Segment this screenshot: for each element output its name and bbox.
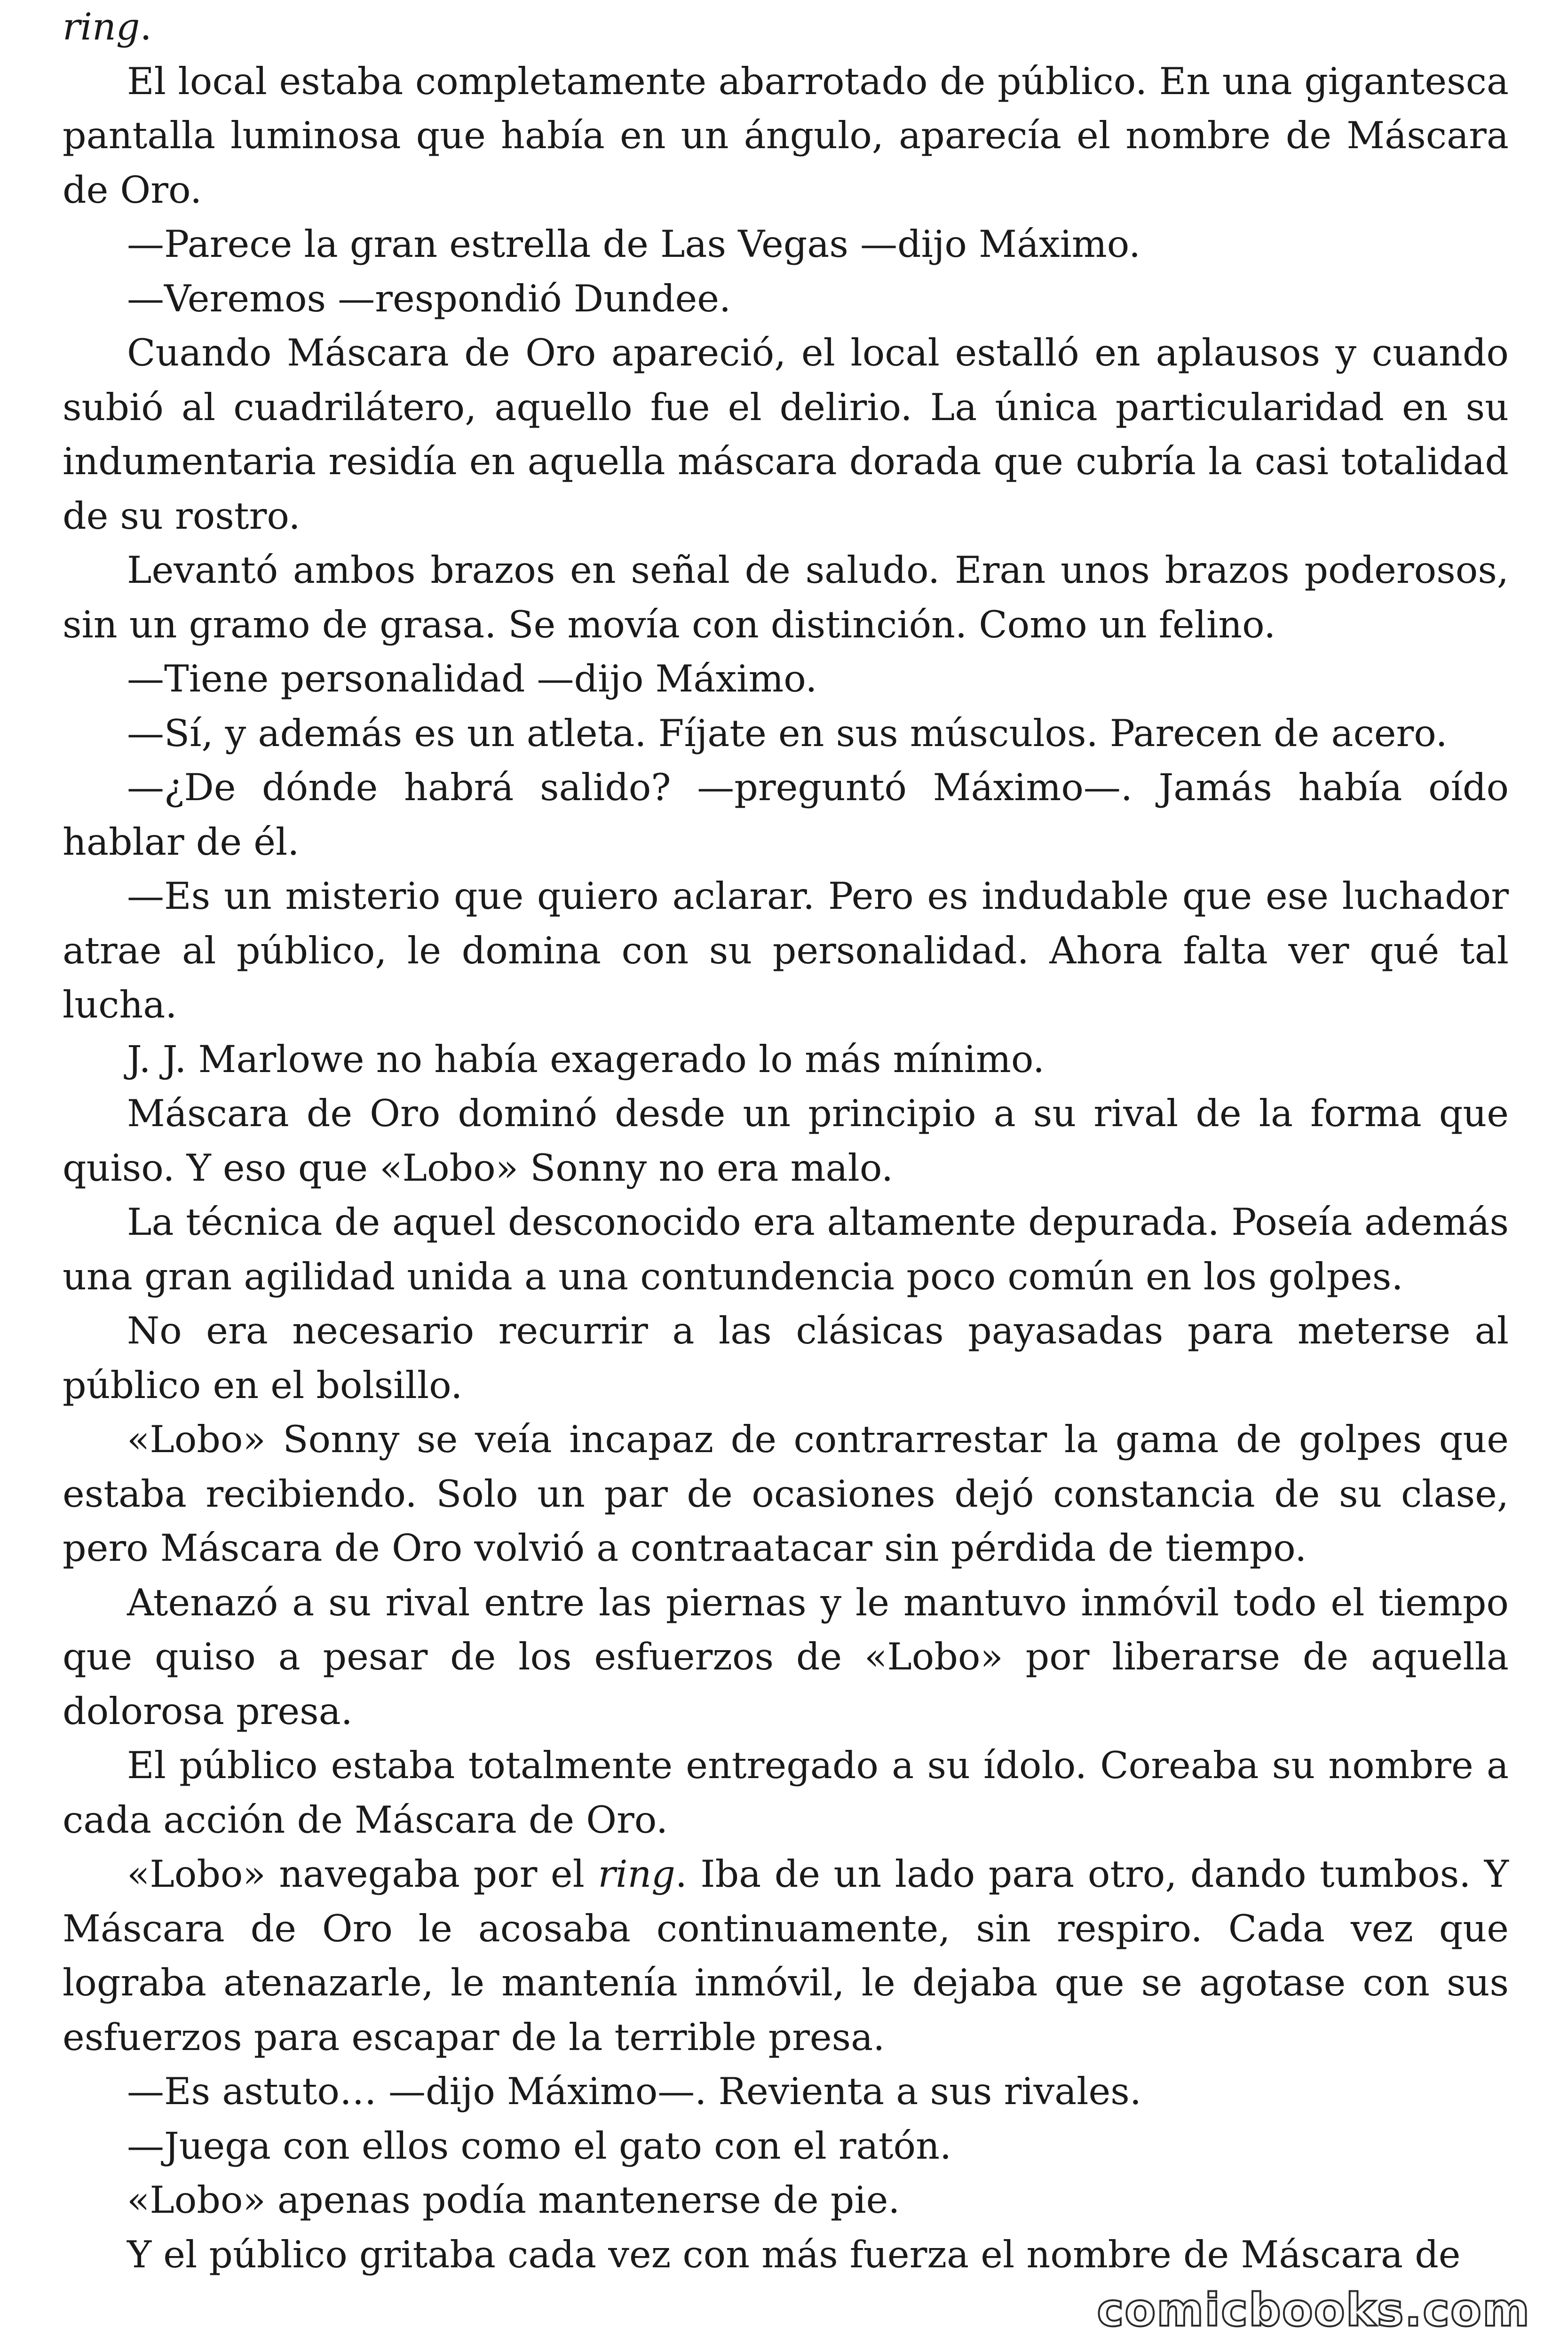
book-page	[63, 0, 1509, 2282]
dialogue-line-8: —¿De dónde habrá salido? —preguntó Máximo—. Jamás había oído hablar de él.	[63, 766, 1509, 864]
dialogue-line-18: —Es astuto… —dijo Máximo—. Revienta a sus rivales.	[127, 2070, 1141, 2113]
paragraph-1: El local estaba completamente abarrotado de público. En una gigantesca pantalla luminosa que había en un ángulo, aparecía el nombre de Máscara de Oro.	[63, 59, 1509, 212]
watermark-logo: comicbooks.com	[1097, 2284, 1530, 2336]
dialogue-line-6: —Tiene personalidad —dijo Máximo.	[127, 657, 817, 700]
paragraph-15: Atenazó a su rival entre las piernas y le mantuvo inmóvil todo el tiempo que quiso a pesar de los esfuerzos de «Lobo» por liberarse de aquella dolorosa presa.	[63, 1581, 1509, 1733]
dialogue-line-2: —Parece la gran estrella de Las Vegas —dijo Máximo.	[127, 222, 1141, 266]
paragraph-14: «Lobo» Sonny se veía incapaz de contrarrestar la gama de golpes que estaba recibiendo. Solo un par de ocasiones dejó constancia de su clase, pero Máscara de Oro volvió a contraatacar sin pérdida de tiempo.	[63, 1418, 1509, 1570]
italic-term: ring	[63, 5, 140, 48]
dialogue-line-3: —Veremos —respondió Dundee.	[127, 277, 731, 320]
paragraph-4: Cuando Máscara de Oro apareció, el local estalló en aplausos y cuando subió al cuadrilátero, aquello fue el delirio. La única particularidad en su indumentaria residía en aquella máscara dorada que cubría la casi totalidad de su rostro.	[63, 331, 1509, 538]
dialogue-line-19: —Juega con ellos como el gato con el ratón.	[127, 2124, 952, 2168]
paragraph-20: «Lobo» apenas podía mantenerse de pie.	[127, 2178, 900, 2222]
dialogue-line-7: —Sí, y además es un atleta. Fíjate en sus músculos. Parecen de acero.	[127, 711, 1448, 755]
paragraph-fragment-ring	[63, 0, 1509, 55]
paragraph-17-start: «Lobo» navegaba por el	[127, 1852, 598, 1896]
italic-term: ring	[598, 1852, 675, 1896]
paragraph-21: Y el público gritaba cada vez con más fuerza el nombre de Máscara de	[127, 2233, 1461, 2276]
paragraph-16: El público estaba totalmente entregado a su ídolo. Coreaba su nombre a cada acción de Máscara de Oro.	[63, 1744, 1509, 1842]
paragraph-11: Máscara de Oro dominó desde un principio a su rival de la forma que quiso. Y eso que «Lobo» Sonny no era malo.	[63, 1092, 1509, 1190]
paragraph-tail: .	[140, 5, 152, 48]
paragraph-17	[63, 1847, 1509, 2065]
paragraph-17-end: . Iba de un lado para otro, dando tumbos. Y Máscara de Oro le acosaba continuamente, sin respiro. Cada vez que lograba atenazarle, le mantenía inmóvil, le dejaba que se agotase con sus esfuerzos para escapar de la terrible presa.	[63, 1852, 1509, 2059]
paragraph-10: J. J. Marlowe no había exagerado lo más mínimo.	[127, 1037, 1045, 1081]
paragraph-5: Levantó ambos brazos en señal de saludo. Eran unos brazos poderosos, sin un gramo de grasa. Se movía con distinción. Como un felino.	[63, 548, 1509, 646]
dialogue-line-9: —Es un misterio que quiero aclarar. Pero es indudable que ese luchador atrae al público, le domina con su personalidad. Ahora falta ver qué tal lucha.	[63, 874, 1509, 1026]
paragraph-12: La técnica de aquel desconocido era altamente depurada. Poseía además una gran agilidad unida a una contundencia poco común en los golpes.	[63, 1200, 1509, 1298]
paragraph-13: No era necesario recurrir a las clásicas payasadas para meterse al público en el bolsillo.	[63, 1309, 1509, 1407]
